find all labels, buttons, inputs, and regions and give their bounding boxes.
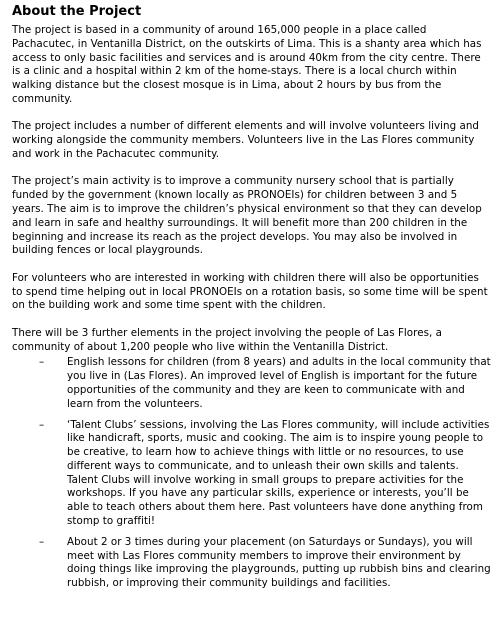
- list-item-english-lessons: [12, 356, 492, 411]
- list-item-text: ‘Talent Clubs’ sessions, involving the Las Flores community, will include activities like handicraft, sports, music and cooking. The aim is to inspire young people to be creative, to learn how to achieve things with little or no resources, to use different ways to communicate, and to unleash their own skills and talents. Talent Clubs will involve working in small groups to prepare activities for the workshops. If you have any particular skills, experience or interests, you’ll be able to teach others about them here. Past volunteers have done anything from stomp to graffiti!: [67, 418, 490, 528]
- list-item-text: About 2 or 3 times during your placement (on Saturdays or Sundays), you will meet with Las Flores community members to improve their environment by doing things like improving the playgrounds, putting up rubbish bins and clearing rubbish, or improving their community buildings and facilities.: [67, 535, 491, 590]
- paragraph-main-activity: The project’s main activity is to improve a community nursery school that is partially funded by the government (known locally as PRONOEIs) for children between 3 and 5 years. The aim is to improve the children’s physical environment so that they can develop and learn in safe and healthy surroundings. It will benefit more than 200 children in the beginning and increase its reach as the project develops. You may also be involved in building fences or local playgrounds.: [12, 175, 482, 257]
- list-item-talent-clubs: [12, 419, 492, 529]
- document-page: [12, 4, 492, 598]
- paragraph-location: The project is based in a community of around 165,000 people in a place called Pachacutec, in Ventanilla District, on the outskirts of Lima. This is a shanty area which has access to only basic facilities and services and is around 40km from the city centre. There is a clinic and a hospital within 2 km of the home-stays. There is a local church within walking distance but the closest mosque is in Lima, about 2 hours by bus from the community.: [12, 24, 482, 105]
- further-elements-list: [12, 356, 492, 591]
- list-item-text: English lessons for children (from 8 years) and adults in the local community that you live in (Las Flores). An improved level of English is important for the future opportunities of the community and they are keen to communicate with and learn from the volunteers.: [67, 356, 491, 410]
- list-item-community-weekends: [12, 536, 492, 591]
- dash-bullet: –: [39, 418, 45, 431]
- paragraph-further-elements: There will be 3 further elements in the project involving the people of Las Flores, a community of about 1,200 people who live within the Ventanilla District.: [12, 326, 442, 353]
- section-heading: About the Project: [12, 4, 142, 19]
- dash-bullet: –: [39, 356, 45, 369]
- paragraph-working-with-children: For volunteers who are interested in working with children there will also be opportunities to spend time helping out in local PRONOEIs on a rotation basis, so some time will be spent on the building work and some time spent with the children.: [12, 271, 488, 312]
- dash-bullet: –: [39, 535, 45, 548]
- paragraph-elements: The project includes a number of different elements and will involve volunteers living and working alongside the community members. Volunteers live in the Las Flores community and work in the Pachacutec community.: [12, 120, 480, 160]
